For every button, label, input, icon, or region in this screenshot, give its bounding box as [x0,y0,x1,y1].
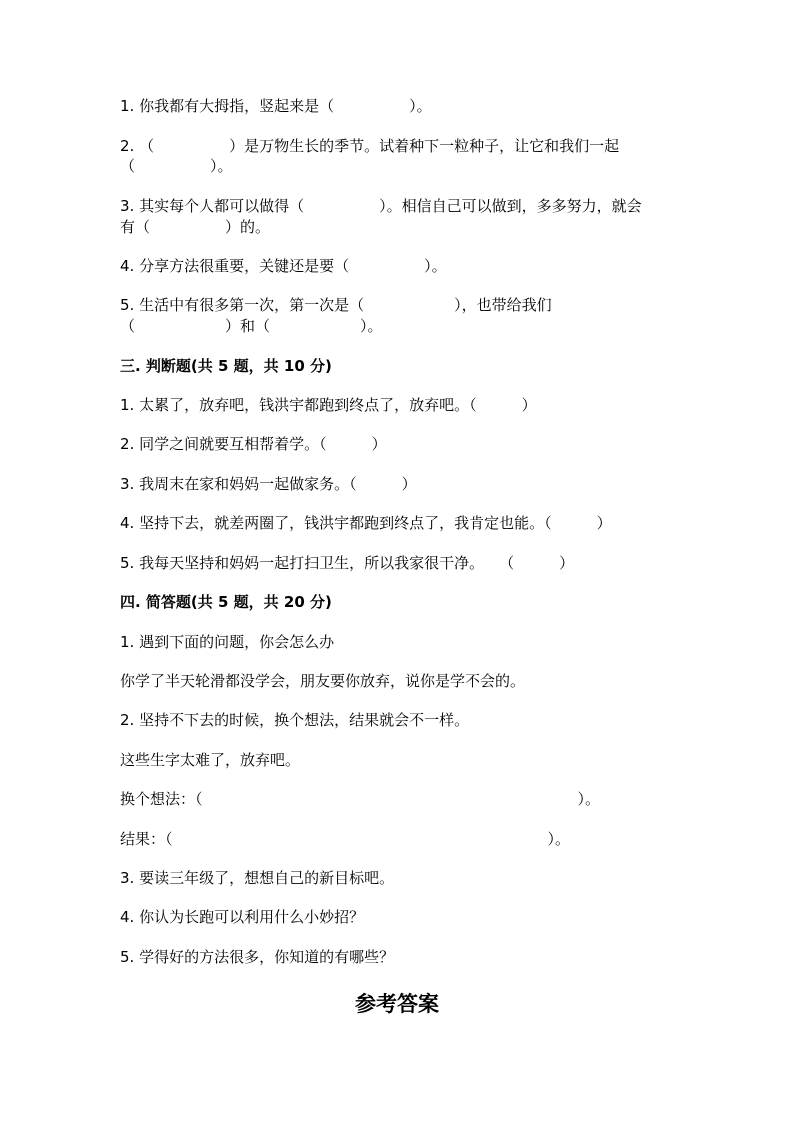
section-heading-short-answer: 四. 简答题(共 5 题，共 20 分) [120,593,332,611]
fill-blank-q3-continued: 有（ ）的。 [120,218,271,236]
short-answer-q2: 2. 坚持不下去的时候，换个想法，结果就会不一样。 [120,711,470,729]
true-false-q2: 2. 同学之间就要互相帮着学。（ ） [120,435,387,453]
short-answer-q5: 5. 学得好的方法很多，你知道的有哪些？ [120,948,395,966]
fill-blank-q5-continued: （ ）和（ ）。 [120,317,383,335]
true-false-q4: 4. 坚持下去，就差两圈了，钱洪宇都跑到终点了，我肯定也能。（ ） [120,514,612,532]
answer-key-title: 参考答案 [355,991,439,1016]
fill-blank-q2-continued: （ ）。 [120,157,233,175]
true-false-q3: 3. 我周末在家和妈妈一起做家务。（ ） [120,475,417,493]
section-heading-true-false: 三. 判断题(共 5 题，共 10 分) [120,357,332,375]
short-answer-q1: 1. 遇到下面的问题，你会怎么办 [120,633,335,651]
short-answer-q4: 4. 你认为长跑可以利用什么小妙招？ [120,908,365,926]
true-false-q5: 5. 我每天坚持和妈妈一起打扫卫生，所以我家很干净。 （ ） [120,554,575,572]
fill-blank-q3: 3. 其实每个人都可以做得（ ）。相信自己可以做到，多多努力，就会 [120,197,642,215]
short-answer-q1-scenario: 你学了半天轮滑都没学会，朋友要你放弃，说你是学不会的。 [120,672,526,690]
short-answer-q2-scenario: 这些生字太难了，放弃吧。 [120,751,301,769]
true-false-q1: 1. 太累了，放弃吧，钱洪宇都跑到终点了，放弃吧。（ ） [120,396,537,414]
short-answer-q2-new-idea: 换个想法：（ ）。 [120,790,601,808]
fill-blank-q1: 1. 你我都有大拇指，竖起来是（ ）。 [120,97,432,115]
short-answer-q3: 3. 要读三年级了，想想自己的新目标吧。 [120,869,395,887]
fill-blank-q4: 4. 分享方法很重要，关键还是要（ ）。 [120,257,447,275]
fill-blank-q5: 5. 生活中有很多第一次，第一次是（ ），也带给我们 [120,296,552,314]
fill-blank-q2: 2. （ ）是万物生长的季节。试着种下一粒种子，让它和我们一起 [120,137,620,155]
short-answer-q2-result: 结果：（ ）。 [120,830,571,848]
